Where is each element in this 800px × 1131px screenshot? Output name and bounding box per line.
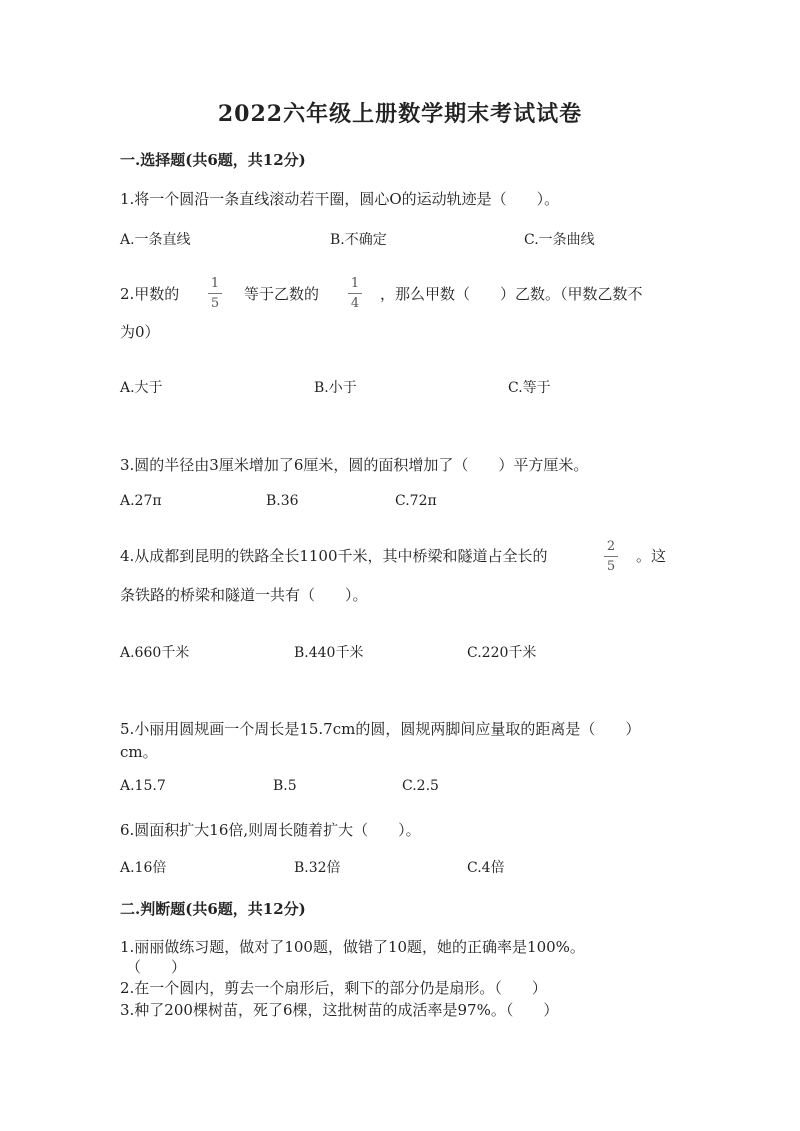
- fraction-bar: [348, 293, 362, 294]
- question-4-fraction: [603, 539, 619, 574]
- question-2-option-b: B.小于: [314, 380, 357, 396]
- section-heading-choice: 一.选择题(共6题，共12分): [120, 151, 306, 169]
- question-2-fraction-1: [207, 276, 223, 311]
- fraction-numerator: 1: [350, 276, 360, 291]
- question-4-text-line2: 条铁路的桥梁和隧道一共有（ ）。: [120, 586, 368, 604]
- question-5-text-line2: cm。: [120, 743, 158, 761]
- section-heading-judgement: 二.判断题(共6题，共12分): [120, 900, 306, 918]
- question-2-option-c: C.等于: [508, 380, 551, 396]
- question-6-option-c: C.4倍: [467, 860, 505, 876]
- judgement-1-text-line2: （ ）: [126, 958, 187, 976]
- fraction-denominator: 5: [606, 559, 616, 574]
- fraction-bar: [604, 556, 618, 557]
- question-1-option-c: C.一条曲线: [524, 232, 595, 248]
- question-3-option-a: A.27π: [120, 493, 162, 509]
- question-6-text: 6.圆面积扩大16倍,则周长随着扩大（ ）。: [120, 821, 421, 839]
- page-title: 2022六年级上册数学期末考试试卷: [217, 101, 583, 127]
- question-6-option-b: B.32倍: [294, 860, 341, 876]
- question-3-option-c: C.72π: [395, 493, 437, 509]
- question-3-text: 3.圆的半径由3厘米增加了6厘米，圆的面积增加了（ ）平方厘米。: [120, 456, 589, 474]
- question-4-option-a: A.660千米: [120, 645, 190, 661]
- fraction-denominator: 5: [210, 296, 220, 311]
- question-1-option-a: A.一条直线: [120, 232, 191, 248]
- fraction-bar: [208, 293, 222, 294]
- fraction-denominator: 4: [350, 296, 360, 311]
- question-5-option-c: C.2.5: [402, 778, 439, 794]
- judgement-1-text-line1: 1.丽丽做练习题，做对了100题，做错了10题，她的正确率是100%。: [120, 938, 585, 956]
- question-6-option-a: A.16倍: [120, 860, 167, 876]
- question-5-option-a: A.15.7: [120, 778, 166, 794]
- question-4-text-part2: 。这: [636, 547, 667, 565]
- question-4-option-b: B.440千米: [294, 645, 364, 661]
- question-5-text-line1: 5.小丽用圆规画一个周长是15.7cm的圆，圆规两脚间应量取的距离是（ ）: [120, 720, 641, 738]
- question-2-option-a: A.大于: [120, 380, 163, 396]
- question-2-text-part3: ，那么甲数（ ）乙数。（甲数乙数不: [380, 285, 643, 303]
- judgement-2-text: 2.在一个圆内，剪去一个扇形后，剩下的部分仍是扇形。（ ）: [120, 979, 547, 997]
- question-2-fraction-2: [347, 276, 363, 311]
- question-4-text-part1: 4.从成都到昆明的铁路全长1100千米，其中桥梁和隧道占全长的: [120, 547, 548, 565]
- question-2-text-part1: 2.甲数的: [120, 285, 180, 303]
- question-2-text-line2: 为0）: [120, 323, 160, 341]
- question-5-option-b: B.5: [273, 778, 297, 794]
- question-4-option-c: C.220千米: [467, 645, 537, 661]
- question-1-text: 1.将一个圆沿一条直线滚动若干圈，圆心O的运动轨迹是（ ）。: [120, 190, 560, 208]
- question-1-option-b: B.不确定: [330, 232, 387, 248]
- question-3-option-b: B.36: [266, 493, 299, 509]
- judgement-3-text: 3.种了200棵树苗，死了6棵，这批树苗的成活率是97%。（ ）: [120, 1001, 559, 1019]
- fraction-numerator: 1: [210, 276, 220, 291]
- fraction-numerator: 2: [606, 539, 616, 554]
- question-2-text-part2: 等于乙数的: [244, 285, 320, 303]
